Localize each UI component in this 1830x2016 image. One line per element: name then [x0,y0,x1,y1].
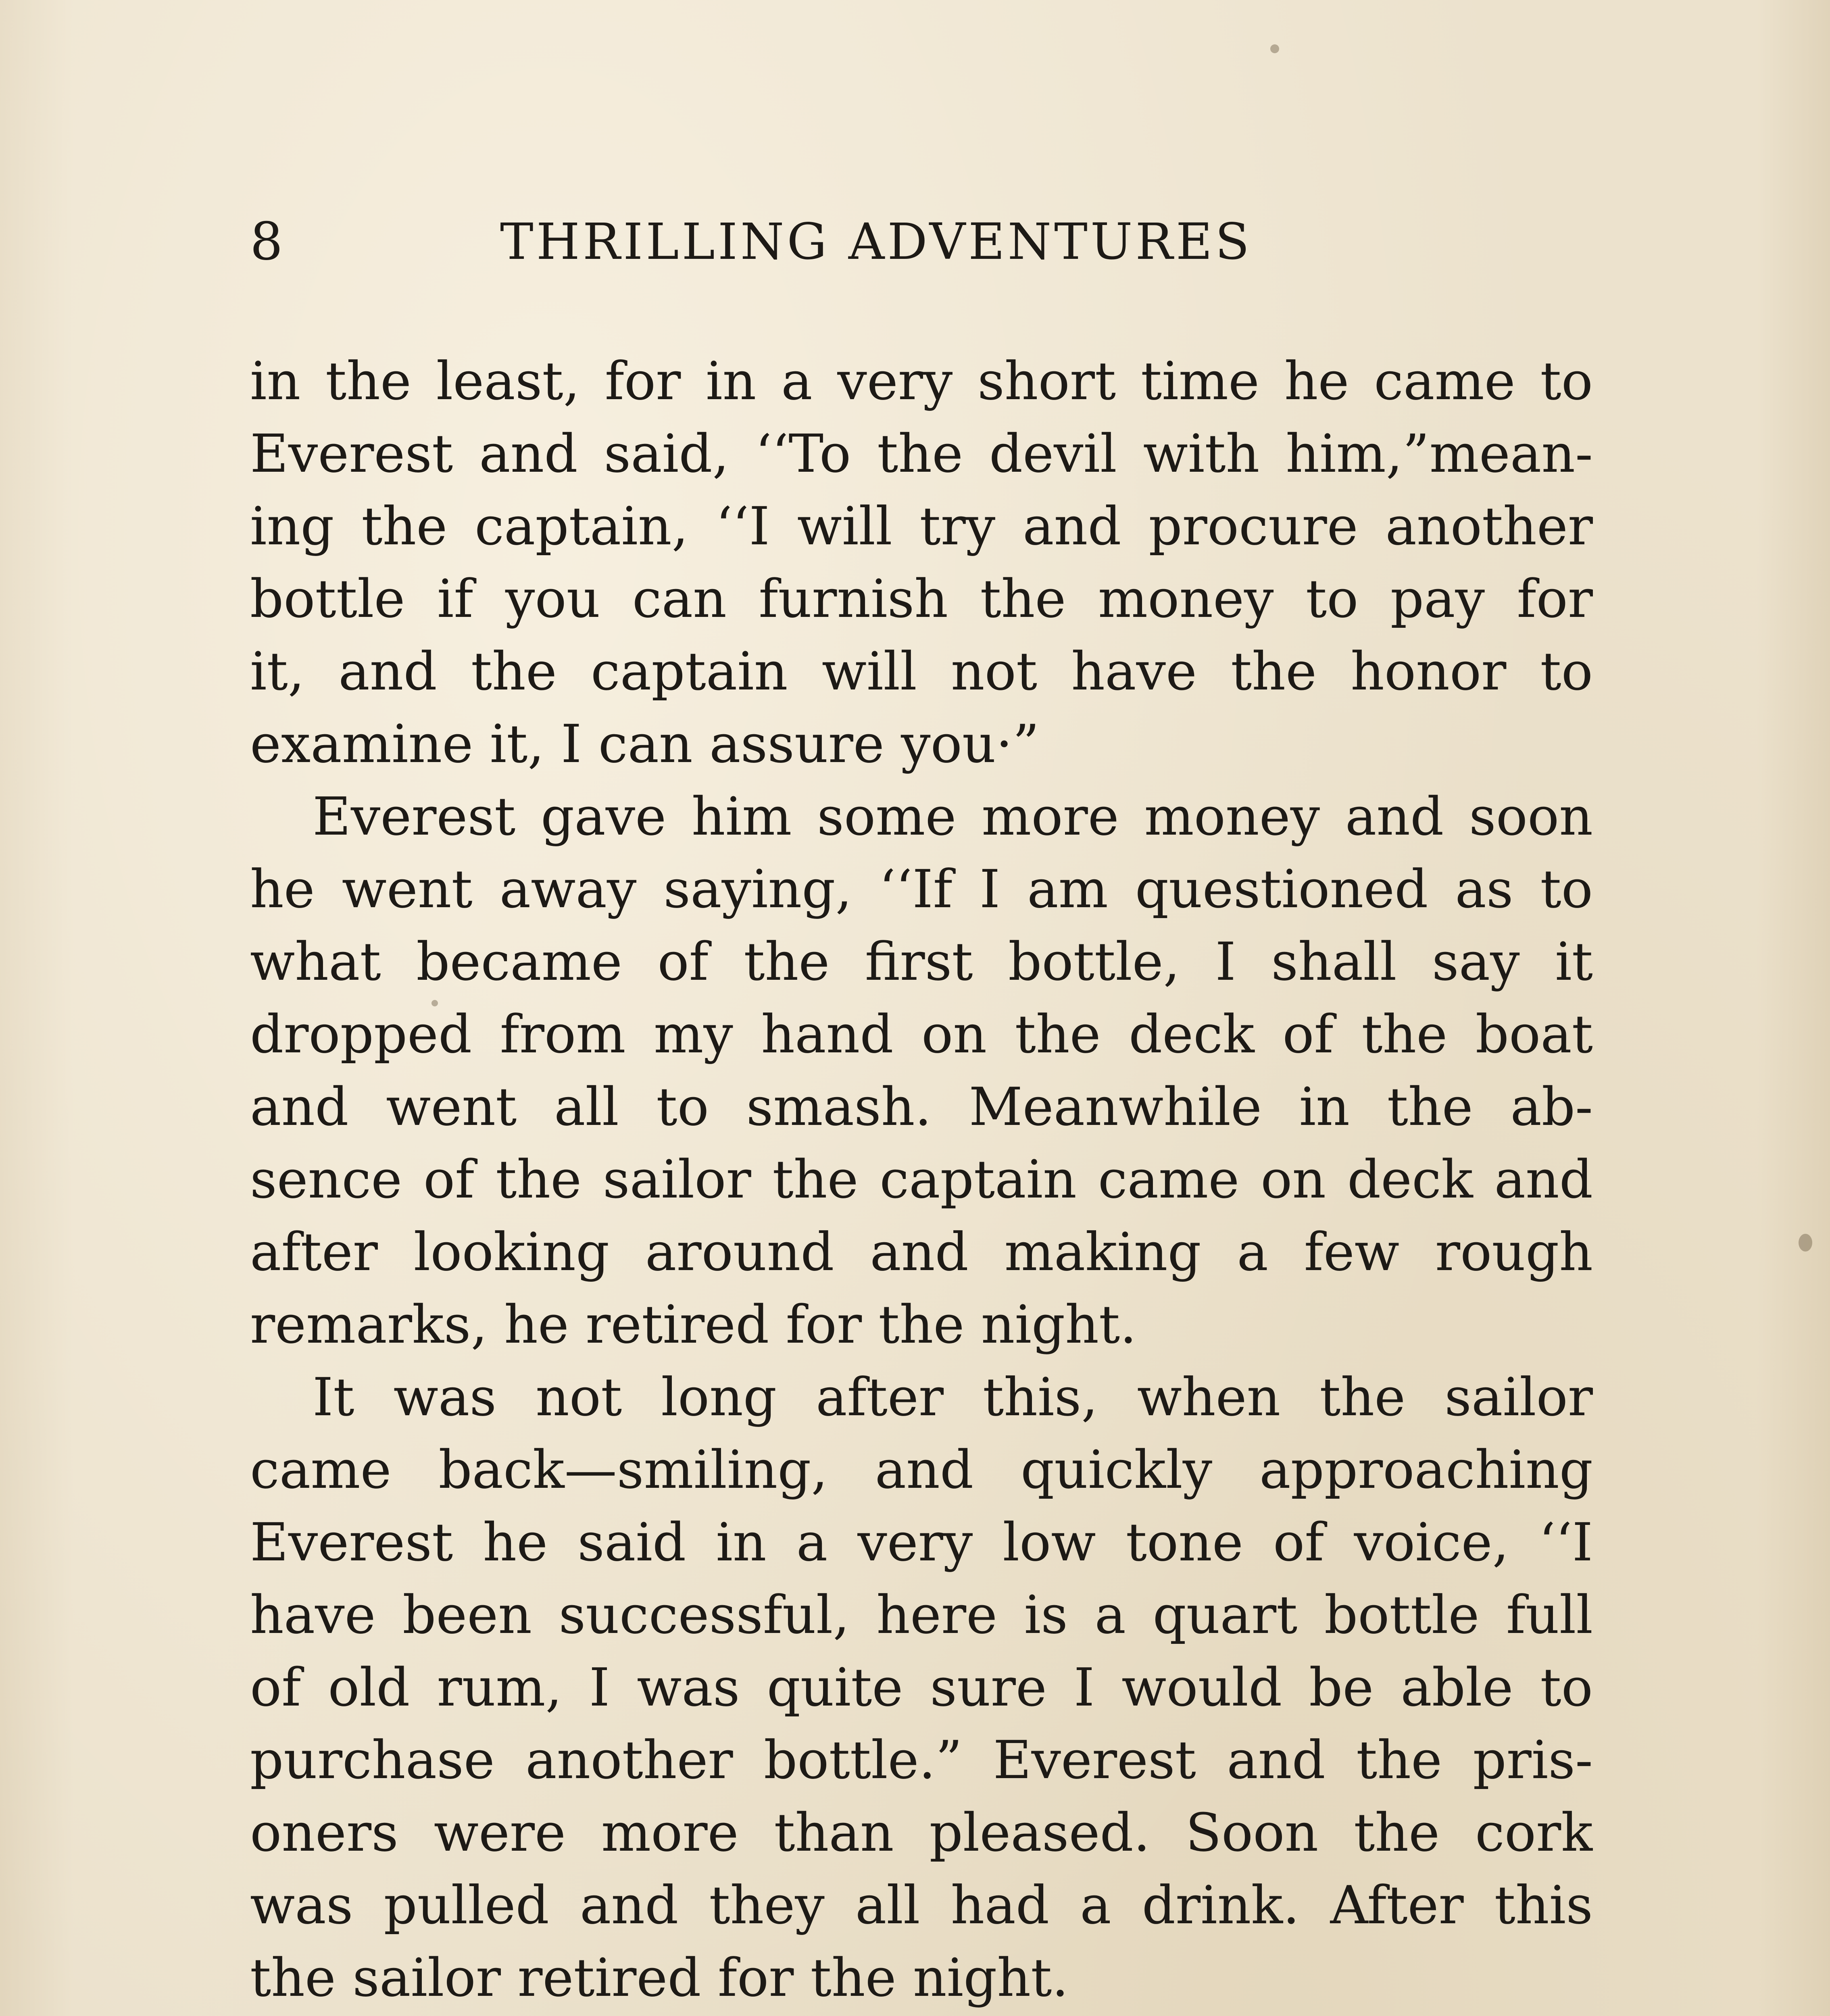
body-text [250,345,1593,2016]
paper-speck [1799,1234,1812,1252]
text-line: dropped from my hand on the deck of the boat [250,1004,1593,1065]
text-line: what became of the first bottle, I shall say it [250,931,1593,992]
text-line: came back—smiling, and quickly approaching [250,1439,1593,1500]
text-line: have been successful, here is a quart bottle full [250,1584,1593,1645]
text-line: after looking around and making a few rough [250,1221,1593,1283]
text-line: it, and the captain will not have the honor to [250,641,1593,702]
text-line: Everest he said in a very low tone of voice, ‘‘I [250,1512,1593,1573]
text-line: purchase another bottle.” Everest and the pris- [250,1729,1593,1791]
text-line [250,2014,1593,2016]
paper-speck [431,1000,438,1006]
text-line: Everest and said, ‘‘To the devil with him,”mean- [250,423,1593,484]
running-head [250,206,1593,278]
paragraph [250,2014,1593,2016]
paragraph [250,1361,1593,2014]
text-line: sence of the sailor the captain came on deck and [250,1149,1593,1210]
text-line: remarks, he retired for the night. [250,1294,1137,1355]
text-line: ing the captain, ‘‘I will try and procure another [250,496,1593,557]
text-line: It was not long after this, when the sailor [313,1366,1593,1428]
page-number: 8 [250,212,284,272]
paragraph [250,345,1593,780]
text-line: was pulled and they all had a drink. After this [250,1874,1593,1936]
text-line: examine it, I can assure you·” [250,713,1040,775]
text-line: oners were more than pleased. Soon the cork [250,1802,1593,1863]
paper-speck [1270,44,1279,53]
text-line: in the least, for in a very short time he came to [250,350,1593,412]
running-title: THRILLING ADVENTURES [500,213,1253,271]
text-line: Everest gave him some more money and soon [313,786,1593,847]
text-line: and went all to smash. Meanwhile in the ab- [250,1076,1593,1137]
text-line: of old rum, I was quite sure I would be able to [250,1657,1593,1718]
paragraph [250,780,1593,1361]
text-line: bottle if you can furnish the money to pay for [250,568,1593,629]
text-line: the sailor retired for the night. [250,1947,1069,2008]
text-line: he went away saying, ‘‘If I am questioned as to [250,858,1593,920]
